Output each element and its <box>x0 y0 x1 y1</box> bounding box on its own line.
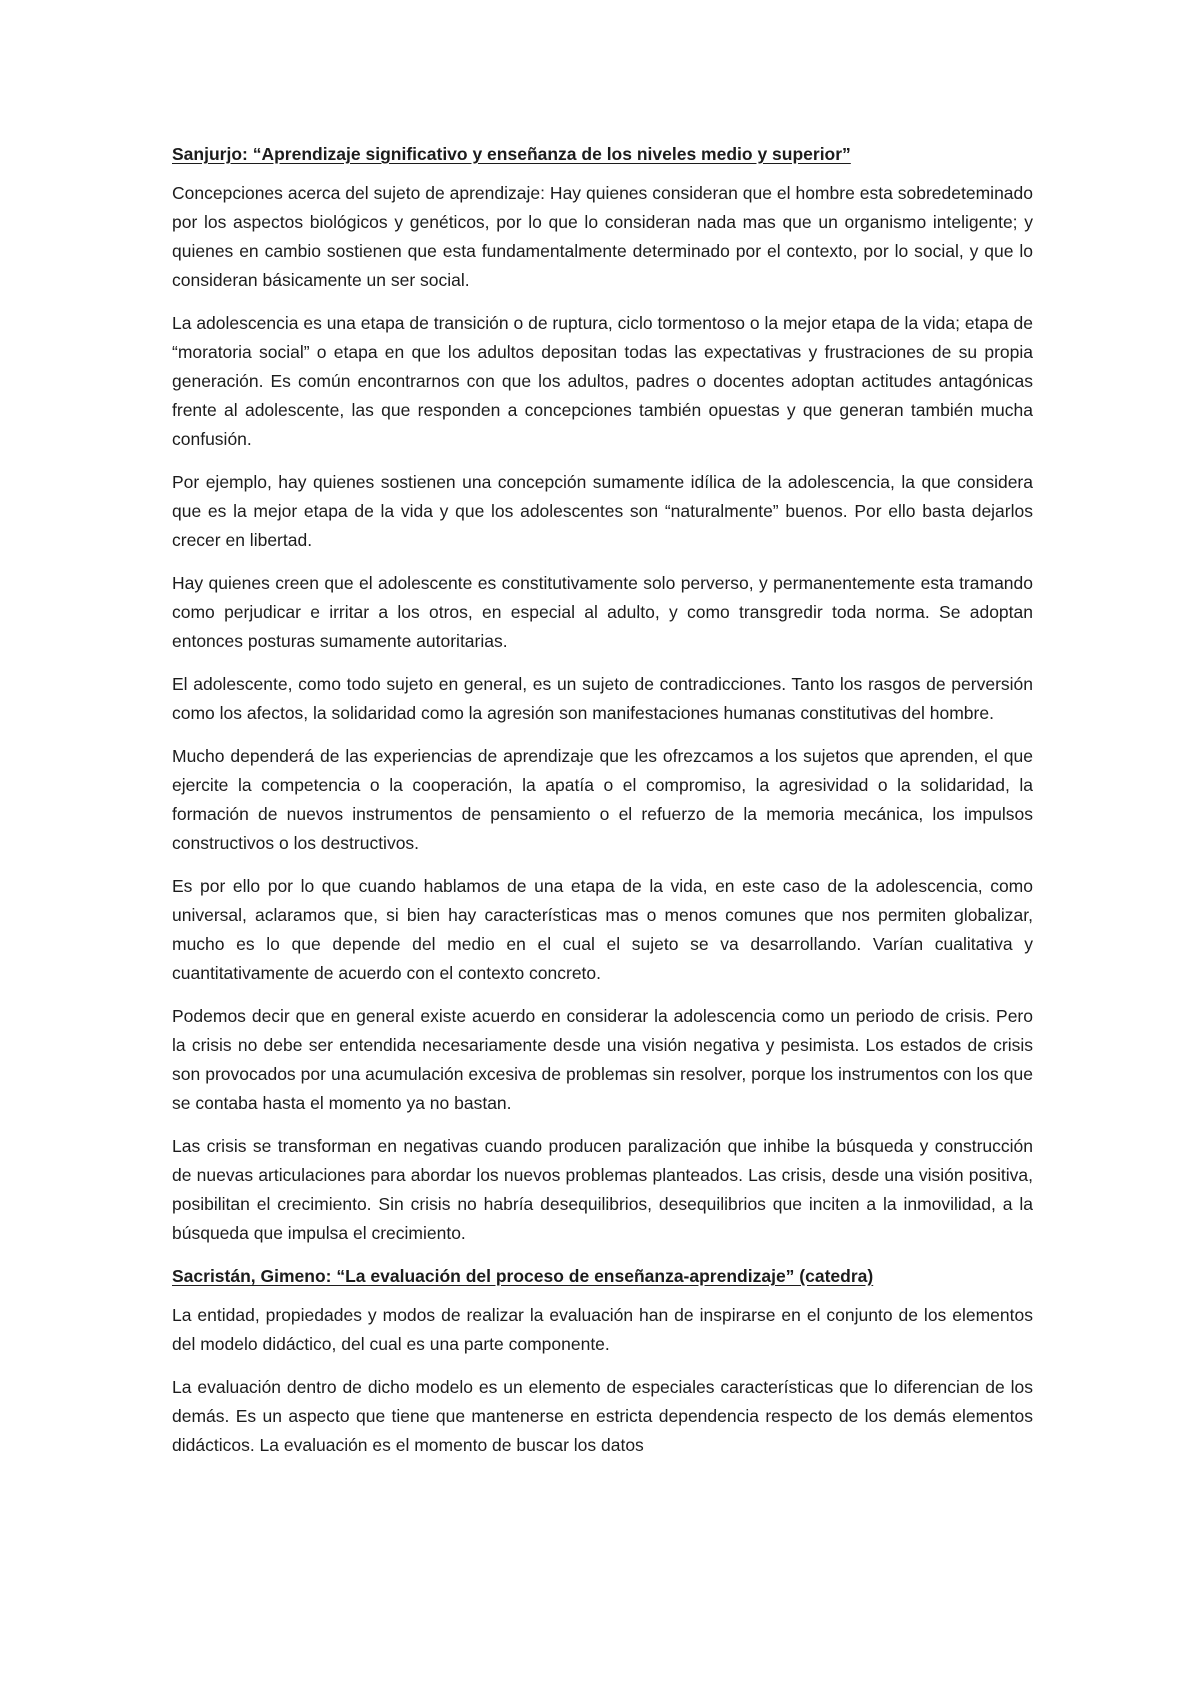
paragraph: Hay quienes creen que el adolescente es constitutivamente solo perverso, y permanentemente esta tramando como perjudicar e irritar a los otros, en especial al adulto, y como transgredir toda norma. Se adoptan entonces posturas sumamente autoritarias. <box>172 573 1033 651</box>
paragraph: Concepciones acerca del sujeto de aprendizaje: Hay quienes consideran que el hombre esta sobredeteminado por los aspectos biológicos y genéticos, por lo que lo consideran nada mas que un organismo inteligente; y quienes en cambio sostienen que esta fundamentalmente determinado por el contexto, por lo social, y que lo consideran básicamente un ser social. <box>172 183 1033 290</box>
paragraph: La evaluación dentro de dicho modelo es un elemento de especiales características que lo diferencian de los demás. Es un aspecto que tiene que mantenerse en estricta dependencia respecto de los demás elementos didácticos. La evaluación es el momento de buscar los datos <box>172 1377 1033 1455</box>
paragraph: El adolescente, como todo sujeto en general, es un sujeto de contradicciones. Tanto los rasgos de perversión como los afectos, la solidaridad como la agresión son manifestaciones humanas constitutivas del hombre. <box>172 674 1033 723</box>
section-heading-sanjurjo: Sanjurjo: “Aprendizaje significativo y enseñanza de los niveles medio y superior” <box>172 144 851 164</box>
paragraph: La adolescencia es una etapa de transición o de ruptura, ciclo tormentoso o la mejor etapa de la vida; etapa de “moratoria social” o etapa en que los adultos depositan todas las expectativas y frustraciones de su propia generación. Es común encontrarnos con que los adultos, padres o docentes adoptan actitudes antagónicas frente al adolescente, las que responden a concepciones también opuestas y que generan también mucha confusión. <box>172 313 1033 449</box>
paragraph: Mucho dependerá de las experiencias de aprendizaje que les ofrezcamos a los sujetos que aprenden, el que ejercite la competencia o la cooperación, la apatía o el compromiso, la agresividad o la solidaridad, la formación de nuevos instrumentos de pensamiento o el refuerzo de la memoria mecánica, los impulsos constructivos o los destructivos. <box>172 746 1033 853</box>
paragraph: Podemos decir que en general existe acuerdo en considerar la adolescencia como un periodo de crisis. Pero la crisis no debe ser entendida necesariamente desde una visión negativa y pesimista. Los estados de crisis son provocados por una acumulación excesiva de problemas sin resolver, porque los instrumentos con los que se contaba hasta el momento ya no bastan. <box>172 1006 1033 1113</box>
paragraph: Es por ello por lo que cuando hablamos de una etapa de la vida, en este caso de la adolescencia, como universal, aclaramos que, si bien hay características mas o menos comunes que nos permiten globalizar, mucho es lo que depende del medio en el cual el sujeto se va desarrollando. Varían cualitativa y cuantitativamente de acuerdo con el contexto concreto. <box>172 876 1033 983</box>
document-body <box>172 140 1033 1474</box>
section-heading-sacristan: Sacristán, Gimeno: “La evaluación del proceso de enseñanza-aprendizaje” (catedra) <box>172 1266 874 1286</box>
paragraph: Por ejemplo, hay quienes sostienen una concepción sumamente idílica de la adolescencia, la que considera que es la mejor etapa de la vida y que los adolescentes son “naturalmente” buenos. Por ello basta dejarlos crecer en libertad. <box>172 472 1033 550</box>
paragraph: Las crisis se transforman en negativas cuando producen paralización que inhibe la búsqueda y construcción de nuevas articulaciones para abordar los nuevos problemas planteados. Las crisis, desde una visión positiva, posibilitan el crecimiento. Sin crisis no habría desequilibrios, desequilibrios que inciten a la inmovilidad, a la búsqueda que impulsa el crecimiento. <box>172 1136 1033 1243</box>
paragraph: La entidad, propiedades y modos de realizar la evaluación han de inspirarse en el conjunto de los elementos del modelo didáctico, del cual es una parte componente. <box>172 1305 1033 1354</box>
